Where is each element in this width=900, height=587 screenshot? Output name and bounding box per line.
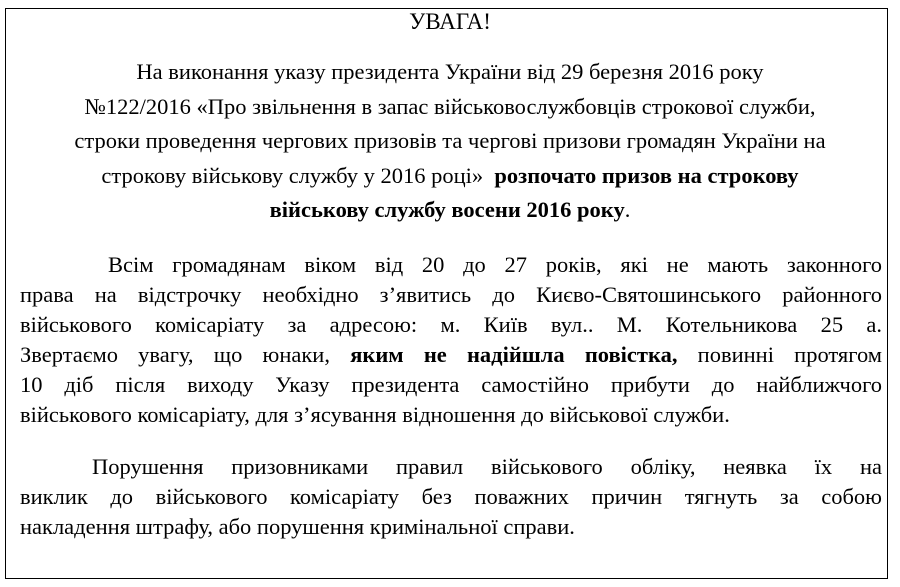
- warning-line: накладення штрафу, або порушення кримінальної справи.: [20, 514, 575, 539]
- intro-period: .: [624, 197, 631, 222]
- intro-line: №122/2016 «Про звільнення в запас військовослужбовців строкової служби,: [84, 93, 816, 119]
- intro-line: [0, 193, 900, 228]
- warning-paragraph: [20, 452, 882, 542]
- intro-paragraph: [0, 55, 900, 228]
- intro-line: [0, 159, 900, 194]
- intro-text: строкову військову службу у 2016 році»: [101, 162, 484, 188]
- call-text: Звертаємо увагу, що юнаки,: [20, 342, 330, 367]
- intro-bold-text: розпочато призов на строкову: [494, 162, 799, 188]
- call-bold-text: яким не надійшла повістка,: [350, 342, 678, 367]
- call-line: [20, 340, 882, 370]
- call-line: військового комісаріату за адресою: м. Київ вул.. М. Котельникова 25 а.: [20, 312, 882, 337]
- call-text: повинні протягом: [697, 342, 883, 367]
- intro-bold-text: військову службу восени 2016 року: [269, 197, 625, 222]
- warning-line: виклик до військового комісаріату без поважних причин тягнуть за собою: [20, 484, 882, 509]
- call-line: військового комісаріату, для з’ясування відношення до військової служби.: [20, 402, 730, 427]
- call-line: права на відстрочку необхідно з’явитись до Києво-Святошинського районного: [20, 282, 882, 307]
- intro-line: На виконання указу президента України від 29 березня 2016 року: [136, 59, 764, 84]
- call-line: Всім громадянам віком від 20 до 27 років, які не мають законного: [108, 252, 882, 277]
- warning-line: Порушення призовниками правил військового обліку, неявка їх на: [92, 454, 882, 479]
- call-line: 10 діб після виходу Указу президента самостійно прибути до найближчого: [20, 372, 882, 397]
- notice-title: УВАГА!: [409, 9, 491, 34]
- intro-line: строки проведення чергових призовів та чергові призови громадян України на: [74, 128, 826, 153]
- call-paragraph: [20, 250, 882, 430]
